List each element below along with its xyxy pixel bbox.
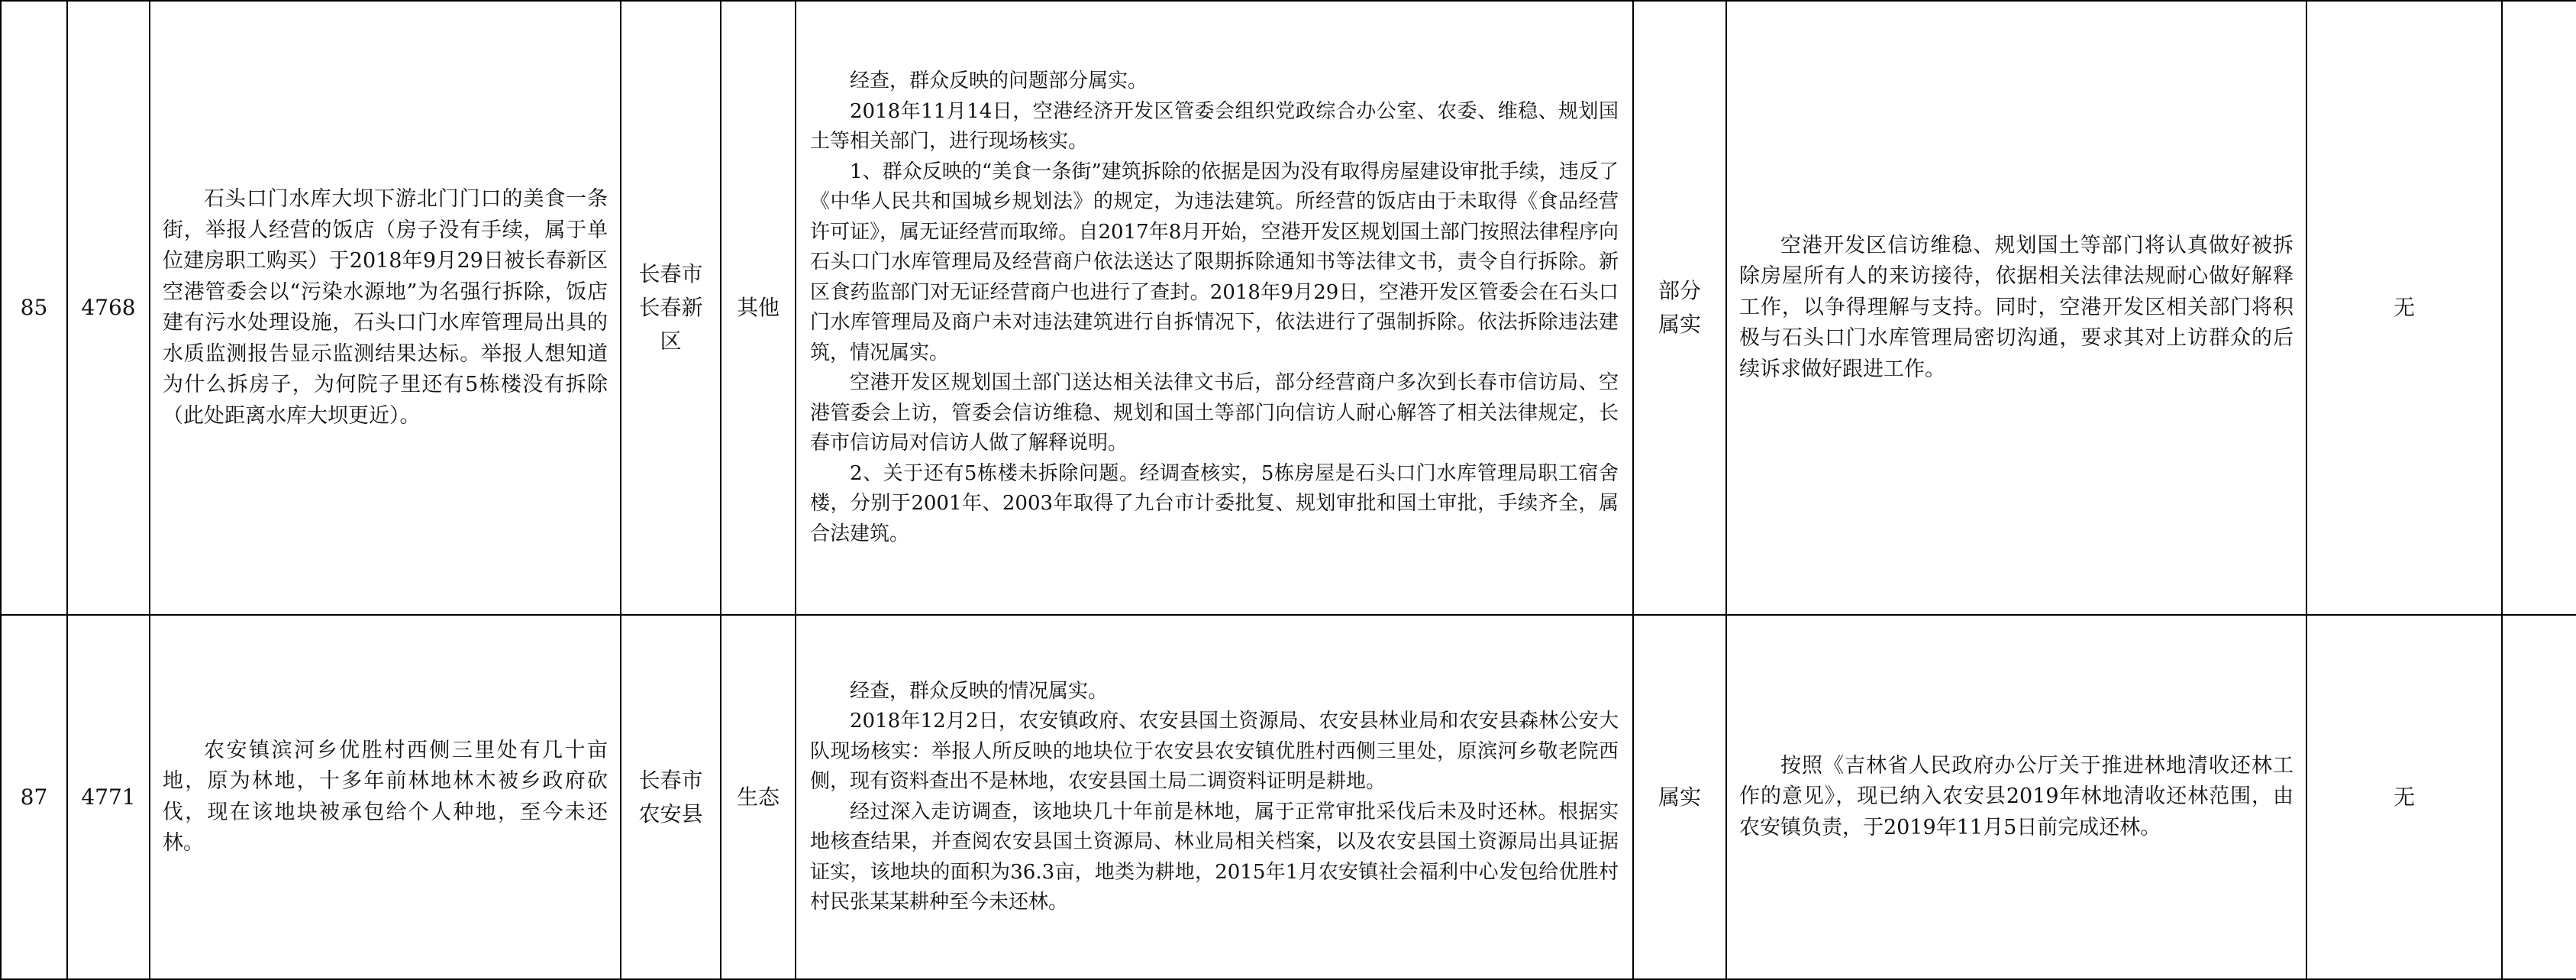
table-row [1, 615, 2576, 979]
region-cell [621, 1, 721, 615]
findings-paragraph: 2018年11月14日，空港经济开发区管委会组织党政综合办公室、农委、维稳、规划国土等相关部门，进行现场核实。 [810, 99, 1619, 153]
region-line: 长春市 [638, 261, 703, 286]
complaint-text: 石头口门水库大坝下游北门门口的美食一条街，举报人经营的饭店（房子没有手续，属于单位建房职工购买）于2018年9月29日被长春新区空港管委会以“污染水源地”为名强行拆除，饭店建有污水处理设施，石头口门水库管理局出具的水质监测报告显示监测结果达标。举报人想知道为什么拆房子，为何院子里还有5栋楼没有拆除（此处距离水库大坝更近）。 [163, 187, 608, 428]
findings-text [796, 66, 1632, 549]
complaint-cell [150, 1, 621, 615]
complaint-cell [150, 615, 621, 979]
complaint-text: 农安镇滨河乡优胜村西侧三里处有几十亩地，原为林地，十多年前林地林木被乡政府砍伐，现在该地块被承包给个人种地，至今未还林。 [163, 738, 608, 855]
region-line: 长春新 [638, 295, 703, 320]
region-line: 长春市 [638, 767, 703, 793]
category-cell: 生态 [721, 615, 796, 979]
region-cell [621, 615, 721, 979]
table-row [1, 1, 2576, 615]
seq-cell: 87 [1, 615, 67, 979]
findings-paragraph: 经查，群众反映的情况属实。 [850, 679, 1109, 703]
findings-paragraph: 2、关于还有5栋楼未拆除问题。经调查核实，5栋房屋是石头口门水库管理局职工宿舍楼，分别于2001年、2003年取得了九台市计委批复、规划审批和国土审批，手续齐全，属合法建筑。 [810, 461, 1619, 545]
category-cell: 其他 [721, 1, 796, 615]
verdict-line: 部分 [1658, 278, 1701, 303]
findings-paragraph: 经查，群众反映的问题部分属实。 [850, 70, 1148, 92]
verdict-cell [1633, 1, 1726, 615]
verdict-cell [1633, 615, 1726, 979]
seq-cell: 85 [1, 1, 67, 615]
findings-cell [796, 1, 1633, 615]
accountability-cell: 无 [2306, 615, 2502, 979]
extra-cell [2502, 615, 2576, 979]
region-line: 区 [660, 328, 682, 354]
findings-paragraph: 1、群众反映的“美食一条街”建筑拆除的依据是因为没有取得房屋建设审批手续，违反了《中华人民共和国城乡规划法》的规定，为违法建筑。所经营的饭店由于未取得《食品经营许可证》，属无证经营而取缔。自2017年8月开始，空港开发区规划国土部门按照法律程序向石头口门水库管理局及经营商户依法送达了限期拆除通知书等法律文书，责令自行拆除。新区食药监部门对无证经营商户也进行了查封。2018年9月29日，空港开发区管委会在石头口门水库管理局及商户未对违法建筑进行自拆情况下，依法进行了强制拆除。依法拆除违法建筑，情况属实。 [810, 160, 1619, 364]
measures-cell [1726, 615, 2306, 979]
findings-paragraph: 经过深入走访调查，该地块几十年前是林地，属于正常审批采伐后未及时还林。根据实地核查结果，并查阅农安县国土资源局、林业局相关档案，以及农安县国土资源局出具证据证实，该地块的面积为36.3亩，地类为耕地，2015年1月农安镇社会福利中心发包给优胜村村民张某某耕种至今未还林。 [810, 800, 1619, 914]
code-cell: 4768 [67, 1, 150, 615]
findings-paragraph: 空港开发区规划国土部门送达相关法律文书后，部分经营商户多次到长春市信访局、空港管委会上访，管委会信访维稳、规划和国土等部门向信访人耐心解答了相关法律规定，长春市信访局对信访人做了解释说明。 [810, 371, 1619, 454]
code-cell: 4771 [67, 615, 150, 979]
region-line: 农安县 [638, 800, 703, 826]
verdict-line: 属实 [1658, 312, 1701, 337]
measures-text: 按照《吉林省人民政府办公厅关于推进林地清收还林工作的意见》，现已纳入农安县2019年林地清收还林范围，由农安镇负责，于2019年11月5日前完成还林。 [1739, 753, 2294, 839]
extra-cell [2502, 1, 2576, 615]
verdict-line: 属实 [1658, 784, 1701, 810]
findings-paragraph: 2018年12月2日，农安镇政府、农安县国土资源局、农安县林业局和农安县森林公安大队现场核实：举报人所反映的地块位于农安县农安镇优胜村西侧三里处，原滨河乡敬老院西侧，现有资料查出不是林地，农安县国土局二调资料证明是耕地。 [810, 710, 1619, 793]
measures-text: 空港开发区信访维稳、规划国土等部门将认真做好被拆除房屋所有人的来访接待，依据相关法律法规耐心做好解释工作，以争得理解与支持。同时，空港开发区相关部门将积极与石头口门水库管理局密切沟通，要求其对上访群众的后续诉求做好跟进工作。 [1739, 233, 2294, 381]
findings-cell [796, 615, 1633, 979]
findings-text [796, 677, 1632, 918]
measures-cell [1726, 1, 2306, 615]
accountability-cell: 无 [2306, 1, 2502, 615]
